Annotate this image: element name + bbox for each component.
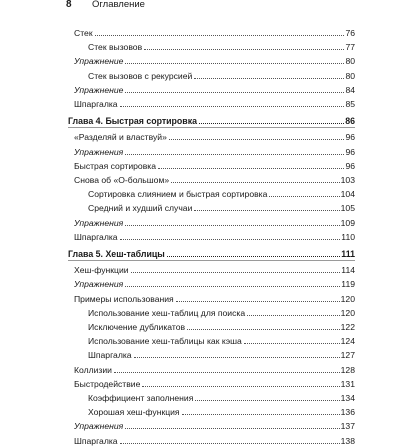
toc-entry-row (74, 432, 355, 446)
toc-entry-row (74, 261, 355, 275)
toc-entry-row (88, 403, 355, 417)
toc-entry-row (74, 275, 355, 289)
dot-leader (125, 92, 344, 93)
dot-leader (194, 78, 344, 79)
dot-leader (269, 196, 339, 197)
toc-entry-row (74, 214, 355, 228)
toc-entry-label: Упражнение (74, 56, 124, 67)
toc-chapter-row (68, 112, 355, 126)
toc-page-number: 110 (341, 231, 355, 242)
dot-leader (244, 343, 340, 344)
toc-entry-label: Упражнения (74, 421, 124, 432)
dot-leader (131, 272, 341, 273)
toc-page-number: 85 (345, 99, 355, 109)
dot-leader (194, 210, 339, 211)
page-number: 8 (66, 0, 72, 10)
dot-leader (144, 49, 344, 50)
toc-entry-row (74, 81, 355, 95)
toc-entry-label: Коллизии (74, 364, 112, 375)
toc-page-number: 111 (341, 248, 355, 259)
dot-leader (125, 428, 339, 429)
toc-entry-label: Снова об «О-большом» (74, 175, 170, 185)
toc-page-number: 105 (340, 203, 355, 214)
dot-leader (158, 168, 344, 169)
toc-entry-label: Хеш-функции (74, 265, 129, 276)
dot-leader (120, 106, 345, 107)
dot-leader (169, 139, 345, 140)
toc-entry-label: Упражнение (74, 84, 124, 95)
toc-entry-label: Стек вызовов с рекурсией (88, 70, 193, 81)
toc-entry-row (88, 332, 355, 346)
toc-entry-label: Упражнения (74, 217, 124, 228)
dot-leader (120, 239, 341, 240)
dot-leader (125, 225, 339, 226)
toc-entry-label: Глава 4. Быстрая сортировка (68, 115, 198, 126)
toc-page-number: 104 (340, 189, 355, 200)
toc-page-number: 77 (345, 42, 355, 53)
dot-leader (142, 386, 339, 387)
toc-page-number: 120 (340, 307, 355, 318)
toc-page-number: 96 (345, 132, 355, 143)
toc-entry-row (88, 318, 355, 332)
toc-entry-label: Хорошая хеш-функция (88, 407, 180, 418)
toc-page-number: 127 (340, 350, 355, 361)
toc-page-number: 134 (340, 393, 355, 403)
toc-entry-label: Примеры использования (74, 293, 174, 304)
toc-page-number: 136 (340, 407, 355, 418)
toc-entry-label: Исключение дубликатов (88, 322, 186, 332)
dot-leader (176, 301, 340, 302)
dot-leader (134, 357, 340, 358)
toc-entry-row (74, 143, 355, 157)
page-header-title: Оглавление (92, 0, 145, 10)
toc-page-number: 124 (340, 336, 355, 347)
toc-page-number: 96 (345, 160, 355, 171)
toc-entry-row (88, 389, 355, 403)
toc-page-number: 109 (340, 217, 355, 228)
dot-leader (120, 443, 340, 444)
toc-page-number: 76 (345, 28, 355, 38)
toc-page-number: 84 (345, 84, 355, 95)
toc-entry-label: Шпаргалка (74, 231, 118, 242)
dot-leader (195, 400, 339, 401)
toc-page-number: 138 (340, 435, 355, 446)
toc-page-number: 131 (340, 378, 355, 389)
toc-entry-row (74, 157, 355, 171)
dot-leader (247, 315, 340, 316)
toc-entry-label: Глава 5. Хеш-таблицы (68, 248, 165, 259)
toc-entry-row (74, 228, 355, 242)
toc-page-number: 120 (340, 293, 355, 304)
toc-entry-row (74, 95, 355, 109)
toc-page-number: 114 (341, 265, 355, 276)
dot-leader (114, 372, 340, 373)
toc-entry-label: Средний и худший случаи (88, 203, 193, 214)
toc-entry-row (88, 199, 355, 213)
toc-page-number: 103 (340, 175, 355, 185)
toc-entry-label: Использование хеш-таблиц для поиска (88, 307, 246, 318)
toc-entry-row (74, 171, 355, 185)
dot-leader (125, 63, 344, 64)
toc-entry-row (74, 417, 355, 431)
toc-entry-row (74, 375, 355, 389)
toc-entry-label: Шпаргалка (74, 99, 118, 109)
page-header (66, 0, 145, 10)
toc-entry-row (88, 185, 355, 199)
toc-entry-label: Упражнения (74, 279, 124, 290)
toc-entry-row (88, 304, 355, 318)
toc-entry-label: «Разделяй и властвуй» (74, 132, 167, 143)
toc-entry-label: Быстродействие (74, 378, 141, 389)
toc-entry-label: Использование хеш-таблицы как кэша (88, 336, 242, 347)
toc-entry-label: Шпаргалка (74, 435, 118, 446)
toc-entry-row (74, 52, 355, 66)
dot-leader (125, 286, 340, 287)
dot-leader (171, 182, 340, 183)
toc-page-number: 128 (340, 364, 355, 375)
toc-chapter-row (68, 245, 355, 259)
dot-leader (167, 256, 340, 257)
toc-page-number: 80 (345, 56, 355, 67)
dot-leader (187, 329, 340, 330)
toc-entry-row (88, 67, 355, 81)
toc-entry-row (88, 38, 355, 52)
toc-page-number: 122 (340, 322, 355, 332)
toc-entry-label: Упражнения (74, 146, 124, 157)
dot-leader (199, 123, 344, 124)
toc-page-number: 119 (341, 279, 355, 290)
dot-leader (182, 414, 340, 415)
toc-entry-row (88, 346, 355, 360)
toc-entry-label: Шпаргалка (88, 350, 132, 361)
toc-entry-label: Быстрая сортировка (74, 160, 157, 171)
toc-page-number: 80 (345, 70, 355, 81)
dot-leader (125, 154, 344, 155)
toc-entry-label: Стек вызовов (88, 42, 143, 53)
toc-page-number: 96 (345, 146, 355, 157)
toc-entry-label: Стек (74, 28, 93, 38)
toc-entry-row (74, 24, 355, 38)
toc-page-number: 86 (345, 115, 355, 126)
toc-entry-label: Коэффициент заполнения (88, 393, 194, 403)
toc-entry-label: Сортировка слиянием и быстрая сортировка (88, 189, 268, 200)
toc-entry-row (74, 361, 355, 375)
dot-leader (95, 35, 345, 36)
toc-entry-row (74, 290, 355, 304)
toc-entry-row (74, 128, 355, 142)
toc-page-number: 137 (340, 421, 355, 432)
